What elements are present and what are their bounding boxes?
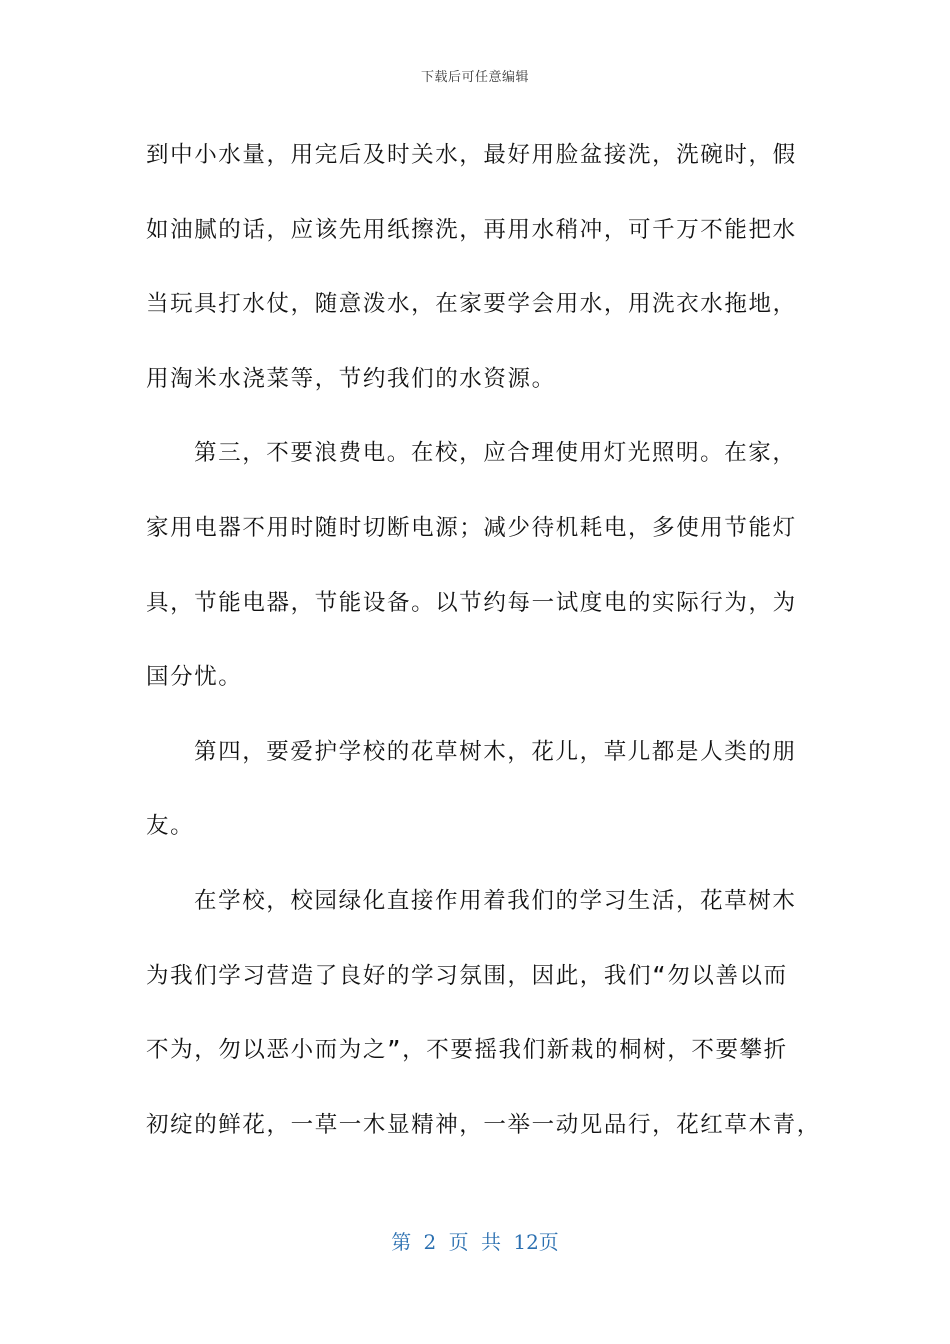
- text-line: 到中小水量，用完后及时关水，最好用脸盆接洗，洗碗时，假: [146, 142, 797, 168]
- text-line: 家用电器不用时随时切断电源；减少待机耗电，多使用节能灯: [146, 514, 797, 541]
- text-line: 国分忧。: [146, 664, 243, 691]
- text-line: 友。: [146, 813, 195, 840]
- text-line: 初绽的鲜花，一草一木显精神，一举一动见品行，花红草木青，: [146, 1111, 821, 1138]
- page-header: 下载后可任意编辑: [420, 70, 529, 85]
- page-number-footer: 第 2 页 共 12页: [391, 1230, 559, 1254]
- text-line: 不为，勿以恶小而为之”，不要摇我们新栽的桐树，不要攀折: [146, 1037, 788, 1064]
- text-line: 当玩具打水仗，随意泼水，在家要学会用水，用洗衣水拖地，: [146, 291, 797, 318]
- paragraph-start-line: 第四，要爱护学校的花草树木，花儿，草儿都是人类的朋: [194, 738, 797, 765]
- text-line: 具，节能电器，节能设备。以节约每一试度电的实际行为，为: [146, 589, 797, 616]
- text-line: 用淘米水浇菜等，节约我们的水资源。: [146, 365, 556, 392]
- body-text: [146, 118, 821, 1162]
- paragraph-start-line: 第三，不要浪费电。在校，应合理使用灯光照明。在家，: [194, 440, 797, 467]
- paragraph-start-line: 在学校，校园绿化直接作用着我们的学习生活，花草树木: [194, 887, 797, 914]
- text-line: 如油腻的话，应该先用纸擦洗，再用水稍冲，可千万不能把水: [146, 216, 797, 243]
- text-line: 为我们学习营造了良好的学习氛围，因此，我们“勿以善以而: [146, 962, 788, 989]
